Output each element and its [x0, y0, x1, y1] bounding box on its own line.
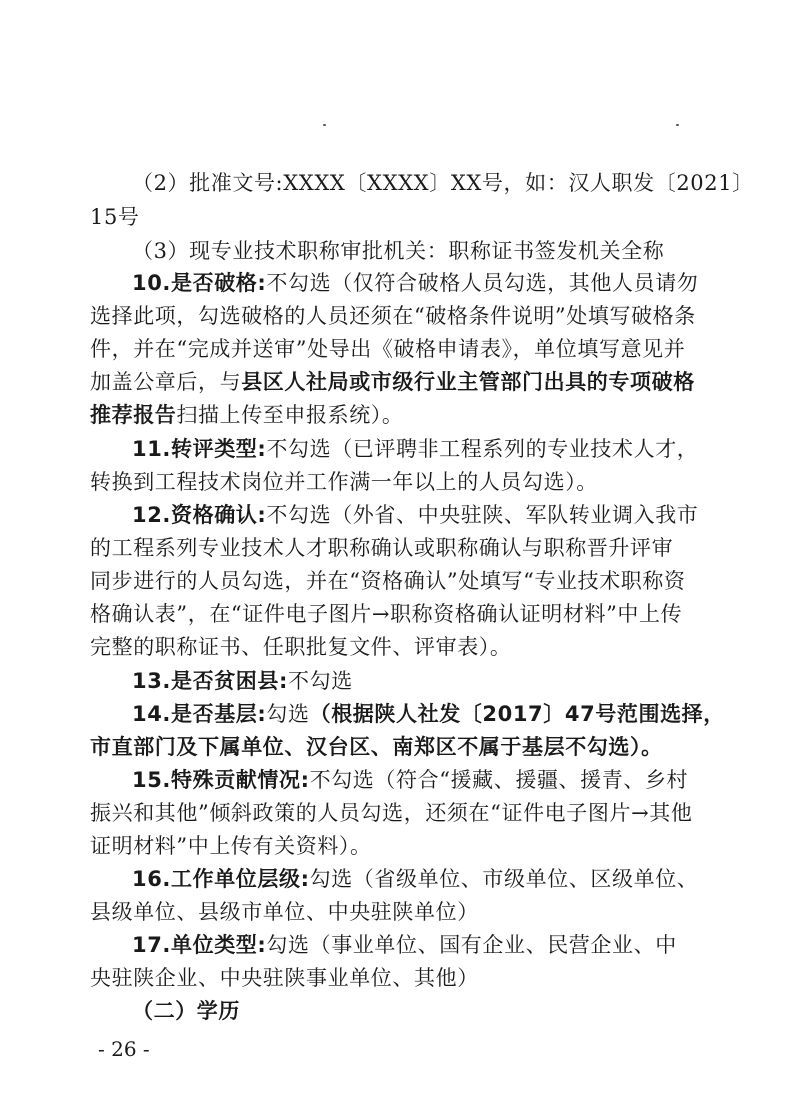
text-line	[132, 765, 688, 795]
text-line	[90, 334, 685, 364]
scan-speck	[676, 124, 679, 126]
section-heading	[132, 996, 240, 1026]
text-segment: 振兴和其他”倾斜政策的人员勾选，还须在“证件电子图片→其他	[90, 801, 693, 825]
bold-text-segment: 推荐报告	[90, 403, 177, 427]
page-number: - 26 -	[98, 1037, 150, 1061]
bold-text-segment: 县区人社局或市级行业主管部门出具的专项破格	[241, 370, 695, 394]
text-segment: 央驻陕企业、中央驻陕事业单位、其他）	[90, 966, 479, 990]
text-line	[132, 699, 725, 729]
text-line	[90, 897, 479, 927]
text-segment: 不勾选（外省、中央驻陕、军队转业调入我市	[266, 503, 699, 527]
text-line	[90, 301, 696, 331]
text-line	[90, 566, 686, 596]
text-line	[132, 666, 353, 696]
text-segment: 扫描上传至申报系统）。	[176, 403, 404, 427]
bold-text-segment: 11.转评类型:	[132, 437, 267, 461]
text-line	[90, 798, 692, 828]
text-segment: 的工程系列专业技术人才职称确认或职称确认与职称晋升评审	[90, 536, 674, 560]
text-line	[90, 202, 140, 232]
text-line	[90, 467, 598, 497]
text-segment: 不勾选（已评聘非工程系列的专业技术人才，	[266, 437, 699, 461]
text-segment: 格确认表”，在“证件电子图片→职称资格确认证明材料”中上传	[90, 602, 683, 626]
text-line	[90, 831, 372, 861]
bold-text-segment: 16.工作单位层级:	[132, 867, 310, 891]
bold-text-segment: （根据陕人社发〔2017〕47号范围选择，	[309, 702, 725, 726]
text-segment: （2）批准文号:XXXX〔XXXX〕XX号，如：汉人职发〔2021〕	[132, 171, 754, 195]
text-segment: 证明材料”中上传有关资料）。	[90, 834, 372, 858]
bold-text-segment: 17.单位类型:	[132, 933, 267, 957]
text-line	[132, 500, 698, 530]
bold-text-segment: 15.特殊贡献情况:	[132, 768, 310, 792]
text-segment: 加盖公章后，与	[90, 370, 242, 394]
text-line	[90, 533, 673, 563]
text-line	[90, 963, 479, 993]
bold-text-segment: 14.是否基层:	[132, 702, 267, 726]
text-segment: 不勾选	[288, 669, 353, 693]
text-segment: 转换到工程技术岗位并工作满一年以上的人员勾选）。	[90, 470, 598, 494]
text-line	[90, 367, 695, 397]
bold-text-segment: 12.资格确认:	[132, 503, 267, 527]
text-line	[132, 268, 698, 298]
text-segment: 不勾选（仅符合破格人员勾选，其他人员请勿	[266, 271, 699, 295]
text-line	[132, 864, 698, 894]
text-segment: 不勾选（符合“援藏、援疆、援青、乡村	[309, 768, 689, 792]
bold-text-segment: （二）学历	[132, 999, 240, 1023]
text-segment: 选择此项，勾选破格的人员还须在“破格条件说明”处填写破格条	[90, 304, 696, 328]
text-line	[90, 400, 404, 430]
text-segment: 同步进行的人员勾选，并在“资格确认”处填写“专业技术职称资	[90, 569, 686, 593]
bold-text-segment: 10.是否破格:	[132, 271, 267, 295]
bold-text-segment: 13.是否贫困县:	[132, 669, 288, 693]
text-segment: 勾选	[266, 702, 310, 726]
bold-text-segment: 市直部门及下属单位、汉台区、南郑区不属于基层不勾选）。	[90, 735, 663, 759]
text-segment: 15号	[90, 205, 140, 229]
text-line	[132, 434, 698, 464]
text-segment: 完整的职称证书、任职批复文件、评审表）。	[90, 635, 512, 659]
text-segment: （3）现专业技术职称审批机关：职称证书签发机关全称	[132, 239, 665, 263]
text-line	[132, 930, 677, 960]
text-line	[132, 168, 754, 198]
text-segment: 县级单位、县级市单位、中央驻陕单位）	[90, 900, 479, 924]
text-segment: 件，并在“完成并送审”处导出《破格申请表》，单位填写意见并	[90, 337, 686, 361]
scan-speck	[323, 124, 326, 126]
text-line	[90, 732, 663, 762]
text-line	[90, 599, 682, 629]
text-segment: 勾选（事业单位、国有企业、民营企业、中	[266, 933, 677, 957]
text-line	[90, 632, 512, 662]
text-line	[132, 236, 664, 266]
text-segment: 勾选（省级单位、市级单位、区级单位、	[309, 867, 699, 891]
